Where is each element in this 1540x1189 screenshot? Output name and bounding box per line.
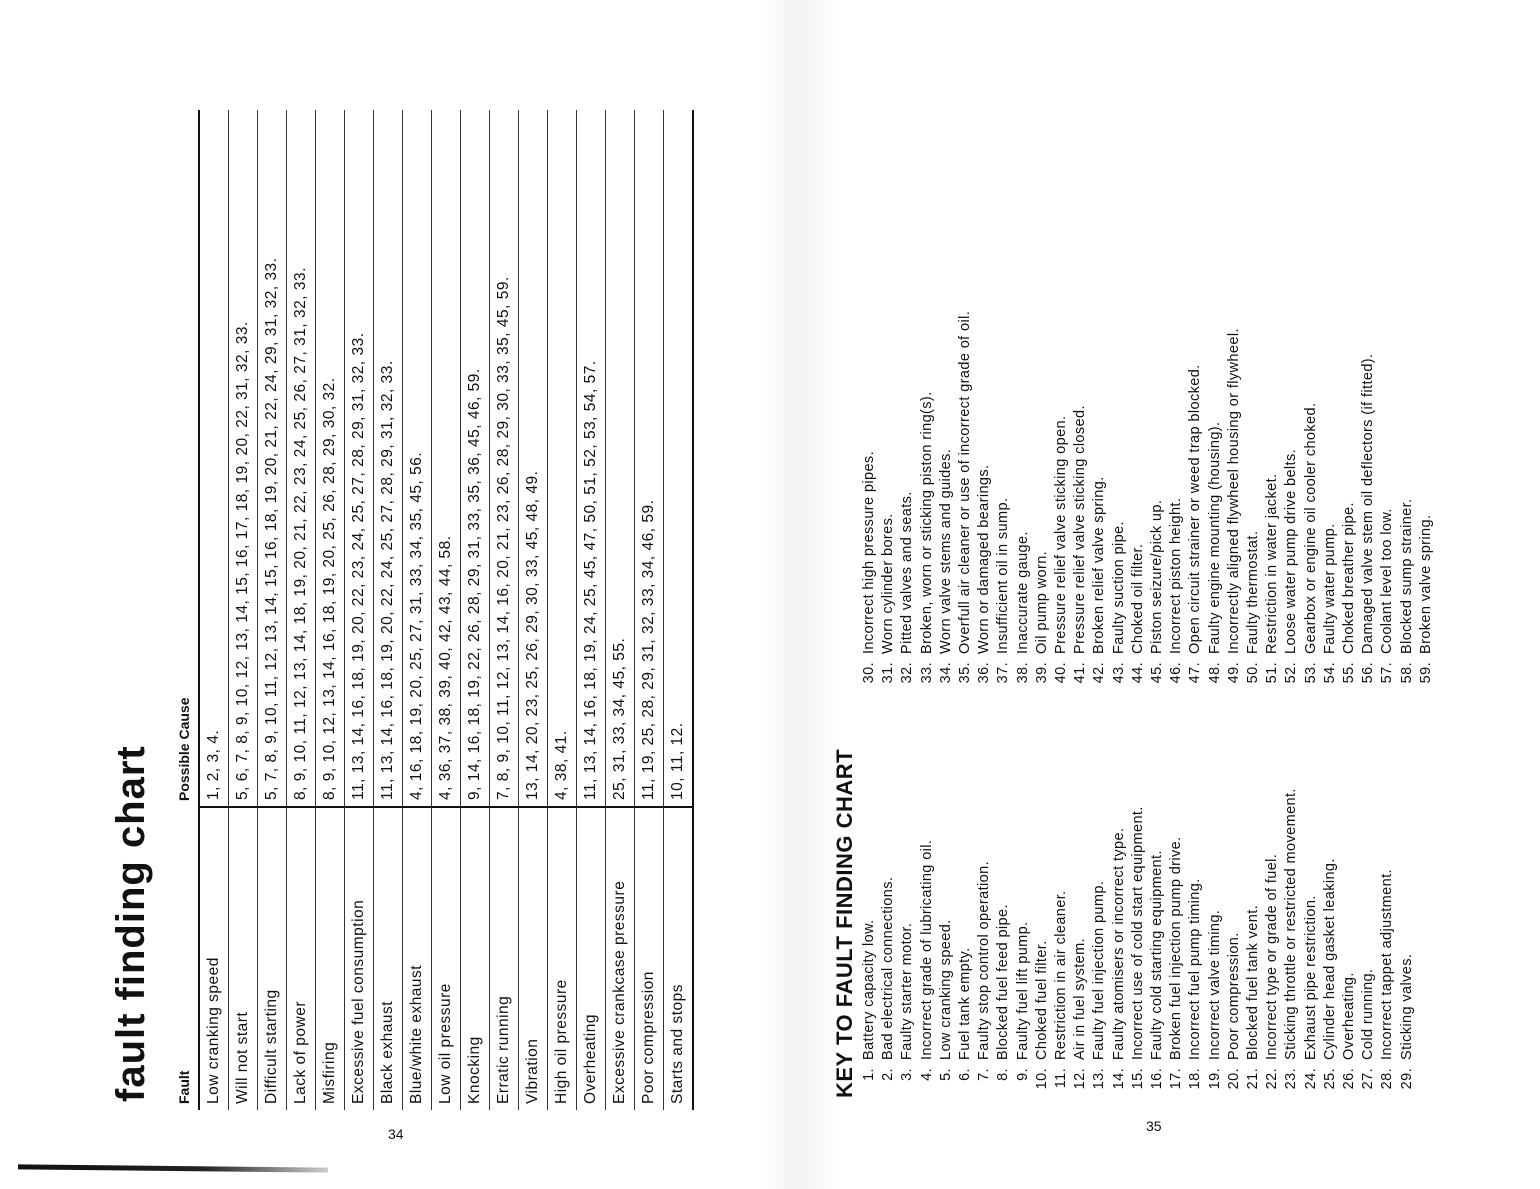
key-number: 38. bbox=[1014, 662, 1031, 684]
key-item bbox=[1340, 670, 1359, 1100]
key-text: Faulty water pump. bbox=[1321, 523, 1338, 654]
cause-cell: 4, 36, 37, 38, 39, 40, 42, 43, 44, 58. bbox=[432, 110, 461, 807]
table-row bbox=[374, 110, 403, 1110]
key-text: Sticking throttle or restricted movement. bbox=[1283, 788, 1300, 1060]
fault-cell: Low cranking speed bbox=[199, 807, 229, 1110]
key-text: Blocked sump strainer. bbox=[1398, 498, 1415, 654]
key-number: 43. bbox=[1110, 662, 1127, 684]
key-item bbox=[1186, 670, 1205, 1100]
table-row bbox=[490, 110, 519, 1110]
key-number: 25. bbox=[1321, 1068, 1338, 1090]
fault-cell: Difficult starting bbox=[258, 807, 287, 1110]
cause-cell: 5, 7, 8, 9, 10, 11, 12, 13, 14, 15, 16, 18, 19, 20, 21, 22, 24, 29, 31, 32, 33. bbox=[258, 110, 287, 807]
key-number: 24. bbox=[1302, 1068, 1319, 1090]
key-text: Piston seizure/pick up. bbox=[1149, 499, 1166, 654]
key-text: Broken relief valve spring. bbox=[1091, 476, 1108, 654]
key-number: 52. bbox=[1283, 662, 1300, 684]
key-text: Exhaust pipe restriction. bbox=[1302, 895, 1319, 1060]
fault-cell: Lack of power bbox=[287, 807, 316, 1110]
key-item bbox=[1186, 160, 1205, 690]
key-number: 44. bbox=[1129, 662, 1146, 684]
key-text: Faulty starter motor. bbox=[899, 922, 916, 1060]
key-item bbox=[1282, 160, 1301, 690]
key-text: Incorrectly aligned flywheel housing or flywheel. bbox=[1225, 328, 1242, 654]
page-fold-shadow bbox=[760, 0, 840, 1189]
key-item bbox=[1071, 670, 1090, 1100]
key-number: 17. bbox=[1168, 1068, 1185, 1090]
key-text: Cylinder head gasket leaking. bbox=[1321, 858, 1338, 1060]
key-number: 58. bbox=[1398, 662, 1415, 684]
fault-finding-chart-page bbox=[108, 110, 708, 1110]
key-item bbox=[1033, 670, 1052, 1100]
key-item bbox=[1302, 160, 1321, 690]
key-item bbox=[956, 670, 975, 1100]
cause-cell: 8, 9, 10, 12, 13, 14, 16, 18, 19, 20, 25, 26, 28, 29, 30, 32. bbox=[316, 110, 345, 807]
key-number: 16. bbox=[1149, 1068, 1166, 1090]
table-row bbox=[577, 110, 606, 1110]
page-edge-shadow bbox=[18, 1164, 328, 1172]
key-text: Worn cylinder bores. bbox=[880, 513, 897, 654]
column-header-possible-cause: Possible Cause bbox=[168, 110, 199, 807]
table-row bbox=[461, 110, 490, 1110]
key-number: 45. bbox=[1149, 662, 1166, 684]
key-text: Damaged valve stem oil deflectors (if fitted). bbox=[1360, 353, 1377, 654]
key-item bbox=[1378, 670, 1397, 1100]
key-text: Air in fuel system. bbox=[1072, 937, 1089, 1060]
table-row bbox=[548, 110, 577, 1110]
key-text: Worn valve stems and guides. bbox=[937, 448, 954, 654]
key-number: 41. bbox=[1072, 662, 1089, 684]
cause-cell: 10, 11, 12. bbox=[664, 110, 694, 807]
cause-cell: 4, 16, 18, 19, 20, 25, 27, 31, 33, 34, 35, 45, 56. bbox=[403, 110, 432, 807]
fault-cell: Poor compression bbox=[635, 807, 664, 1110]
key-item bbox=[1302, 670, 1321, 1100]
key-number: 26. bbox=[1341, 1068, 1358, 1090]
key-item bbox=[1321, 670, 1340, 1100]
key-text: Battery capacity low. bbox=[861, 919, 877, 1060]
key-number: 36. bbox=[976, 662, 993, 684]
cause-cell: 25, 31, 33, 34, 45, 55. bbox=[606, 110, 635, 807]
key-text: Inaccurate gauge. bbox=[1014, 531, 1031, 654]
key-column-1 bbox=[860, 670, 1436, 1100]
key-number: 39. bbox=[1033, 662, 1050, 684]
key-number: 46. bbox=[1168, 662, 1185, 684]
key-number: 42. bbox=[1091, 662, 1108, 684]
key-item bbox=[1244, 160, 1263, 690]
page-number-right: 35 bbox=[1146, 1118, 1162, 1134]
key-text: Incorrect tappet adjustment. bbox=[1379, 869, 1396, 1060]
cause-cell: 5, 6, 7, 8, 9, 10, 12, 13, 14, 15, 16, 17, 18, 19, 20, 22, 31, 32, 33. bbox=[229, 110, 258, 807]
key-column-2 bbox=[860, 160, 1436, 690]
key-item bbox=[1014, 670, 1033, 1100]
key-text: Bad electrical connections. bbox=[880, 876, 897, 1060]
key-number: 34. bbox=[937, 662, 954, 684]
key-text: Choked fuel filter. bbox=[1033, 940, 1050, 1060]
key-item bbox=[860, 160, 879, 690]
key-number: 20. bbox=[1225, 1068, 1242, 1090]
key-item bbox=[1321, 160, 1340, 690]
table-row bbox=[606, 110, 635, 1110]
key-text: Faulty fuel lift pump. bbox=[1014, 921, 1031, 1060]
key-text: Overheating. bbox=[1341, 972, 1358, 1060]
key-item bbox=[1398, 160, 1417, 690]
key-number: 21. bbox=[1245, 1068, 1262, 1090]
key-text: Sticking valves. bbox=[1398, 953, 1415, 1060]
key-item bbox=[1359, 160, 1378, 690]
key-item bbox=[1033, 160, 1052, 690]
key-item bbox=[1129, 670, 1148, 1100]
fault-cell: High oil pressure bbox=[548, 807, 577, 1110]
key-number: 32. bbox=[899, 662, 916, 684]
fault-cell: Black exhaust bbox=[374, 807, 403, 1110]
fault-cell: Starts and stops bbox=[664, 807, 694, 1110]
key-text: Faulty stop control operation. bbox=[976, 861, 993, 1060]
key-text: Poor compression. bbox=[1225, 932, 1242, 1060]
fault-table bbox=[168, 110, 694, 1110]
key-text: Incorrect use of cold start equipment. bbox=[1129, 806, 1146, 1060]
key-item bbox=[1014, 160, 1033, 690]
key-item bbox=[860, 670, 879, 1100]
key-item bbox=[1071, 160, 1090, 690]
fault-cell: Overheating bbox=[577, 807, 606, 1110]
key-text: Restriction in water jacket. bbox=[1264, 473, 1281, 654]
key-text: Faulty thermostat. bbox=[1245, 530, 1262, 654]
key-number: 29. bbox=[1398, 1068, 1415, 1090]
table-row bbox=[519, 110, 548, 1110]
key-item bbox=[1263, 670, 1282, 1100]
cause-cell: 11, 13, 14, 16, 18, 19, 20, 22, 24, 25, 27, 28, 29, 31, 32, 33. bbox=[374, 110, 403, 807]
key-number: 50. bbox=[1245, 662, 1262, 684]
key-item bbox=[1148, 670, 1167, 1100]
key-number: 28. bbox=[1379, 1068, 1396, 1090]
key-text: Choked oil filter. bbox=[1129, 543, 1146, 654]
table-row bbox=[403, 110, 432, 1110]
cause-cell: 9, 14, 16, 18, 19, 22, 26, 28, 29, 31, 33, 35, 36, 45, 46, 59. bbox=[461, 110, 490, 807]
key-item bbox=[898, 670, 917, 1100]
fault-cell: Vibration bbox=[519, 807, 548, 1110]
key-text: Incorrect type or grade of fuel. bbox=[1264, 853, 1281, 1060]
fault-cell: Erratic running bbox=[490, 807, 519, 1110]
key-text: Pressure relief valve sticking closed. bbox=[1072, 405, 1089, 654]
key-item bbox=[1110, 160, 1129, 690]
key-number: 37. bbox=[995, 662, 1012, 684]
key-text: Overfull air cleaner or use of incorrect grade of oil. bbox=[957, 310, 974, 654]
key-number: 19. bbox=[1206, 1068, 1223, 1090]
key-text: Faulty atomisers or incorrect type. bbox=[1110, 827, 1127, 1060]
key-item bbox=[918, 160, 937, 690]
key-item bbox=[1148, 160, 1167, 690]
fault-cell: Excessive crankcase pressure bbox=[606, 807, 635, 1110]
key-item bbox=[975, 160, 994, 690]
key-item bbox=[1052, 670, 1071, 1100]
key-item bbox=[1244, 670, 1263, 1100]
cause-cell: 7, 8, 9, 10, 11, 12, 13, 14, 16, 20, 21, 23, 26, 28, 29, 30, 33, 35, 45, 59. bbox=[490, 110, 519, 807]
key-text: Faulty fuel injection pump. bbox=[1091, 880, 1108, 1060]
fault-cell: Misfiring bbox=[316, 807, 345, 1110]
key-item bbox=[1417, 160, 1436, 690]
key-number: 59. bbox=[1417, 662, 1434, 684]
key-text: Gearbox or engine oil cooler choked. bbox=[1302, 402, 1319, 654]
key-number: 2. bbox=[880, 1068, 897, 1081]
key-number: 6. bbox=[957, 1068, 974, 1081]
key-number: 57. bbox=[1379, 662, 1396, 684]
cause-cell: 11, 19, 25, 28, 29, 31, 32, 33, 34, 46, 59. bbox=[635, 110, 664, 807]
key-number: 4. bbox=[918, 1068, 935, 1081]
key-item bbox=[1090, 160, 1109, 690]
table-row bbox=[635, 110, 664, 1110]
key-item bbox=[898, 160, 917, 690]
table-row bbox=[664, 110, 694, 1110]
key-item bbox=[1359, 670, 1378, 1100]
table-row bbox=[345, 110, 374, 1110]
table-row bbox=[258, 110, 287, 1110]
key-text: Open circuit strainer or weed trap blocked. bbox=[1187, 364, 1204, 654]
key-text: Pressure relief valve sticking open. bbox=[1053, 415, 1070, 654]
key-number: 47. bbox=[1187, 662, 1204, 684]
key-item bbox=[1225, 160, 1244, 690]
key-number: 9. bbox=[1014, 1068, 1031, 1081]
key-number: 12. bbox=[1072, 1068, 1089, 1090]
key-text: Incorrect grade of lubricating oil. bbox=[918, 839, 935, 1060]
key-item bbox=[879, 670, 898, 1100]
key-number: 10. bbox=[1033, 1068, 1050, 1090]
key-number: 1. bbox=[861, 1068, 877, 1081]
key-number: 56. bbox=[1360, 662, 1377, 684]
key-number: 22. bbox=[1264, 1068, 1281, 1090]
page-number-left: 34 bbox=[388, 1126, 404, 1142]
key-text: Restriction in air cleaner. bbox=[1053, 890, 1070, 1060]
key-text: Incorrect fuel pump timing. bbox=[1187, 878, 1204, 1060]
key-text: Incorrect high pressure pipes. bbox=[861, 450, 877, 654]
key-item bbox=[1090, 670, 1109, 1100]
key-item bbox=[1206, 670, 1225, 1100]
key-item bbox=[918, 670, 937, 1100]
key-number: 49. bbox=[1225, 662, 1242, 684]
key-item bbox=[1225, 670, 1244, 1100]
key-text: Pitted valves and seats. bbox=[899, 491, 916, 654]
key-number: 8. bbox=[995, 1068, 1012, 1081]
key-item bbox=[994, 160, 1013, 690]
key-number: 27. bbox=[1360, 1068, 1377, 1090]
cause-cell: 13, 14, 20, 23, 25, 26, 29, 30, 33, 45, 48, 49. bbox=[519, 110, 548, 807]
key-text: Faulty suction pipe. bbox=[1110, 521, 1127, 654]
table-row bbox=[432, 110, 461, 1110]
key-text: Loose water pump drive belts. bbox=[1283, 448, 1300, 654]
key-number: 13. bbox=[1091, 1068, 1108, 1090]
key-number: 14. bbox=[1110, 1068, 1127, 1090]
key-item bbox=[1167, 670, 1186, 1100]
page-title: fault finding chart bbox=[109, 745, 153, 1102]
key-text: Blocked fuel feed pipe. bbox=[995, 904, 1012, 1060]
key-number: 15. bbox=[1129, 1068, 1146, 1090]
fault-cell: Will not start bbox=[229, 807, 258, 1110]
key-number: 31. bbox=[880, 662, 897, 684]
cause-cell: 4, 38, 41. bbox=[548, 110, 577, 807]
key-number: 55. bbox=[1341, 662, 1358, 684]
key-text: Blocked fuel tank vent. bbox=[1245, 904, 1262, 1060]
key-text: Insufficient oil in sump. bbox=[995, 497, 1012, 654]
key-item bbox=[975, 670, 994, 1100]
key-text: Choked breather pipe. bbox=[1341, 502, 1358, 654]
key-item bbox=[1263, 160, 1282, 690]
key-text: Cold running. bbox=[1360, 968, 1377, 1060]
key-text: Broken valve spring. bbox=[1417, 514, 1434, 654]
key-text: Worn or damaged bearings. bbox=[976, 464, 993, 654]
key-number: 7. bbox=[976, 1068, 993, 1081]
key-item bbox=[937, 670, 956, 1100]
key-item bbox=[879, 160, 898, 690]
table-row bbox=[316, 110, 345, 1110]
key-item bbox=[956, 160, 975, 690]
key-item bbox=[1282, 670, 1301, 1100]
cause-cell: 11, 13, 14, 16, 18, 19, 20, 22, 23, 24, 25, 27, 28, 29, 31, 32, 33. bbox=[345, 110, 374, 807]
table-row bbox=[199, 110, 229, 1110]
key-number: 51. bbox=[1264, 662, 1281, 684]
key-text: Low cranking speed. bbox=[937, 919, 954, 1060]
key-item bbox=[937, 160, 956, 690]
key-item bbox=[1206, 160, 1225, 690]
fault-cell: Blue/white exhaust bbox=[403, 807, 432, 1110]
table-row bbox=[229, 110, 258, 1110]
key-text: Coolant level too low. bbox=[1379, 508, 1396, 654]
key-number: 3. bbox=[899, 1068, 916, 1081]
key-text: Broken fuel injection pump drive. bbox=[1168, 836, 1185, 1060]
key-text: Broken, worn or sticking piston ring(s). bbox=[918, 391, 935, 654]
key-item bbox=[994, 670, 1013, 1100]
key-number: 33. bbox=[918, 662, 935, 684]
key-number: 5. bbox=[937, 1068, 954, 1081]
key-number: 30. bbox=[861, 662, 877, 684]
key-title: KEY TO FAULT FINDING CHART bbox=[832, 748, 857, 1098]
key-text: Faulty cold starting equipment. bbox=[1149, 850, 1166, 1060]
cause-cell: 1, 2, 3, 4. bbox=[199, 110, 229, 807]
key-number: 54. bbox=[1321, 662, 1338, 684]
key-number: 48. bbox=[1206, 662, 1223, 684]
key-number: 53. bbox=[1302, 662, 1319, 684]
fault-cell: Low oil pressure bbox=[432, 807, 461, 1110]
cause-cell: 8, 9, 10, 11, 12, 13, 14, 18, 19, 20, 21, 22, 23, 24, 25, 26, 27, 31, 32, 33. bbox=[287, 110, 316, 807]
key-number: 23. bbox=[1283, 1068, 1300, 1090]
key-text: Faulty engine mounting (housing). bbox=[1206, 421, 1223, 654]
cause-cell: 11, 13, 14, 16, 18, 19, 24, 25, 45, 47, 50, 51, 52, 53, 54, 57. bbox=[577, 110, 606, 807]
fault-cell: Knocking bbox=[461, 807, 490, 1110]
column-header-fault: Fault bbox=[168, 807, 199, 1110]
key-item bbox=[1378, 160, 1397, 690]
key-number: 35. bbox=[957, 662, 974, 684]
key-item bbox=[1129, 160, 1148, 690]
key-item bbox=[1398, 670, 1417, 1100]
key-text: Incorrect piston height. bbox=[1168, 497, 1185, 654]
key-number: 18. bbox=[1187, 1068, 1204, 1090]
key-item bbox=[1167, 160, 1186, 690]
table-row bbox=[287, 110, 316, 1110]
key-item bbox=[1340, 160, 1359, 690]
key-item bbox=[1110, 670, 1129, 1100]
key-number: 11. bbox=[1053, 1068, 1070, 1089]
key-item bbox=[1052, 160, 1071, 690]
fault-cell: Excessive fuel consumption bbox=[345, 807, 374, 1110]
key-number: 40. bbox=[1053, 662, 1070, 684]
key-to-fault-finding-chart-page bbox=[832, 140, 1472, 1100]
key-text: Oil pump worn. bbox=[1033, 550, 1050, 654]
key-text: Incorrect valve timing. bbox=[1206, 909, 1223, 1060]
key-text: Fuel tank empty. bbox=[957, 947, 974, 1060]
